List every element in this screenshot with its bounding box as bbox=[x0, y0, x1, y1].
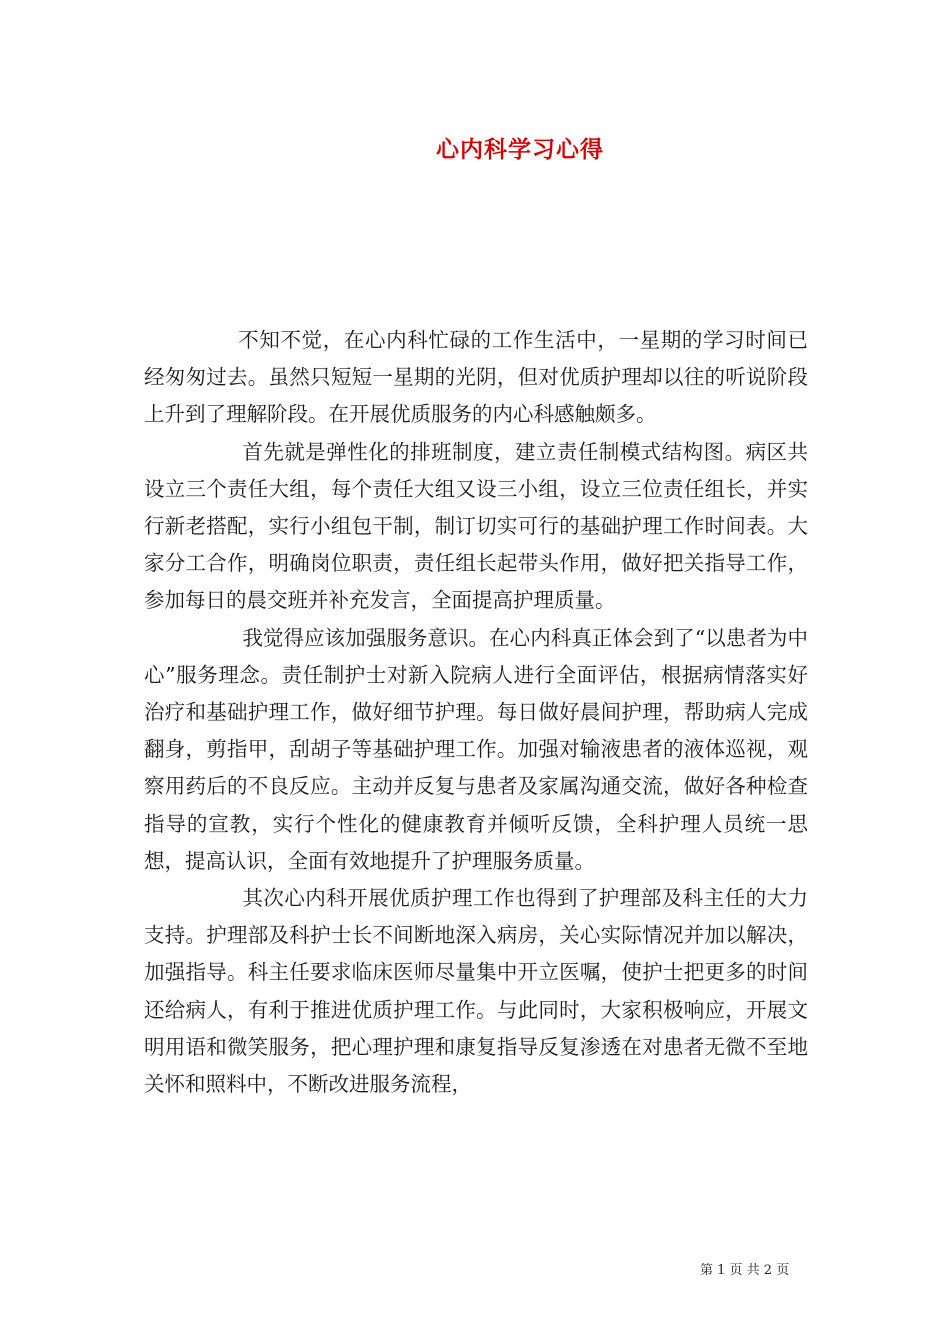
document-body bbox=[144, 322, 808, 1103]
page-number-footer: 第 1 页 共 2 页 bbox=[700, 1263, 790, 1278]
paragraph: 不知不觉，在心内科忙碌的工作生活中，一星期的学习时间已经匆匆过去。虽然只短短一星期的光阴，但对优质护理却以往的听说阶段上升到了理解阶段。在开展优质服务的内心科感触颇多。 bbox=[144, 328, 808, 427]
paragraph: 其次心内科开展优质护理工作也得到了护理部及科主任的大力支持。护理部及科护士长不间断地深入病房，关心实际情况并加以解决，加强指导。科主任要求临床医师尽量集中开立医嘱，使护士把更多的时间还给病人，有利于推进优质护理工作。与此同时，大家积极响应，开展文明用语和微笑服务，把心理护理和康复指导反复渗透在对患者无微不至地关怀和照料中，不断改进服务流程， bbox=[144, 886, 808, 1097]
document-title: 心内科学习心得 bbox=[436, 136, 604, 163]
paragraph: 我觉得应该加强服务意识。在心内科真正体会到了“以患者为中心”服务理念。责任制护士对新入院病人进行全面评估，根据病情落实好治疗和基础护理工作，做好细节护理。每日做好晨间护理，帮助病人完成翻身，剪指甲，刮胡子等基础护理工作。加强对输液患者的液体巡视，观察用药后的不良反应。主动并反复与患者及家属沟通交流，做好各种检查指导的宣教，实行个性化的健康教育并倾听反馈，全科护理人员统一思想，提高认识，全面有效地提升了护理服务质量。 bbox=[144, 625, 808, 873]
paragraph: 首先就是弹性化的排班制度，建立责任制模式结构图。病区共设立三个责任大组，每个责任大组又设三小组，设立三位责任组长，并实行新老搭配，实行小组包干制，制订切实可行的基础护理工作时间表。大家分工合作，明确岗位职责，责任组长起带头作用，做好把关指导工作，参加每日的晨交班并补充发言，全面提高护理质量。 bbox=[144, 439, 808, 613]
